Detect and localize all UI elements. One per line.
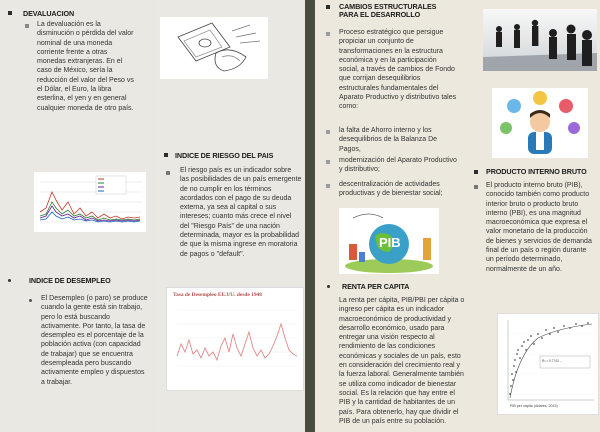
list-bullet [29,299,32,302]
business-people-image [483,9,597,71]
desempleo-body: El Desempleo (o paro) se produce cuando la gente está sin trabajo, pero lo está buscando activamente. Por tanto, la tasa de desempleo es el porcentaje de la población activa (con capacidad de trabajar) que se encuentra desempleada pero buscando activamente empleo y dispuestos a trabajar. [41,295,148,386]
renta-title: RENTA PER CAPITA [342,282,410,291]
left-panel [0,0,152,432]
list-bullet [326,130,330,134]
heading-bullet [8,279,11,282]
right-panel [315,0,600,432]
scatter-legend: R² = 0.7743 ... [542,359,563,363]
divider-strip [305,0,315,432]
middle-panel [153,0,305,432]
list-bullet [326,160,330,164]
cambios-title: CAMBIOS ESTRUCTURALES PARA EL DESARROLLO [339,2,437,19]
devaluacion-body: La devaluación es la disminución o pérdida del valor nominal de una moneda corriente frente a otras monedas extranjeras. En el caso de México, sería la reducción del valor del Peso vs el Dólar, el Euro, la libra esterlina, el yen y en general cualquier moneda de otro país. [37,21,134,112]
renta-body: La renta per cápita, PIB/PBI per cápita o ingreso per cápita es un indicador macroeconómico de productividad y desarrollo económico, usado para entregar una visión respecto al rendimiento de las condiciones económicas y sociales de un país, esto en consideración del crecimiento real y la fuerza laboral. Generalmente también se utiliza como indicador de bienestar social. Es la relación que hay entre el PIB y la cantidad de habitantes de un país. Para obtenerlo, hay que dividir el PIB de un país entre su población. [339,297,465,425]
scatter-x-label: PIB per cápita (dólares, 2015) [510,404,558,408]
cambios-item-2: la falta de Ahorro interno y los desequilibrios de la Balanza De Pagos, [339,127,438,153]
list-bullet [25,24,29,28]
devaluacion-title: DEVALUACION [23,9,75,18]
list-bullet [474,185,478,189]
heading-bullet [327,285,330,288]
cambios-item-1: Proceso estratégico que persigue propiciar un conjunto de transformaciones en la estructura económica y en la participación social, a través de cambios de Fondo que corrijan desequilibrios estructurales fundamentales del Aparato Productivo y distributivo tales como: [339,29,457,111]
unemployment-chart-title: Tasa de Desempleo EE.UU. desde 1948 [173,292,262,298]
pib-title: PRODUCTO INTERNO BRUTO [486,167,587,176]
heading-bullet [8,11,12,15]
heading-bullet [326,5,330,9]
pib-illustration-image [339,208,439,274]
list-bullet [326,184,330,188]
list-bullet [326,32,330,36]
riesgo-body: El riesgo país es un indicador sobre las posibilidades de un país emergente de no cumplir en los términos acordados con el pago de su deuda externa, ya sea al capital o sus intereses; cuanto más crece el nivel del "Riesgo País" de una nación determinada, mayor es la probabilidad de que la misma ingrese en moratoria de pagos o "default". [180,167,302,258]
risk-line-chart-image [34,172,146,232]
list-bullet [166,171,170,175]
idea-person-image [492,88,588,158]
cambios-item-4: descentralización de actividades productivas y de bienestar social; [339,181,443,198]
heading-bullet [164,153,168,157]
unemployment-chart-image [166,287,304,391]
cambios-item-3: modernización del Aparato Productivo y distributivo; [339,157,457,174]
pib-badge: PIB [379,235,401,250]
pib-scatter-image [497,313,599,415]
riesgo-title: INDICE DE RIESGO DEL PAIS [175,151,274,160]
heading-bullet [474,170,478,174]
pib-body: El producto interno bruto (PIB), conocido también como producto interior bruto o producto bruto interno (PBI), es una magnitud macroeconómica que expresa el valor monetario de la producción de bienes y servicios de demanda final de un país o región durante un período determinado, normalmente de un año. [486,182,592,273]
desempleo-title: INDICE DE DESEMPLEO [29,276,111,285]
money-sketch-image [160,17,268,79]
